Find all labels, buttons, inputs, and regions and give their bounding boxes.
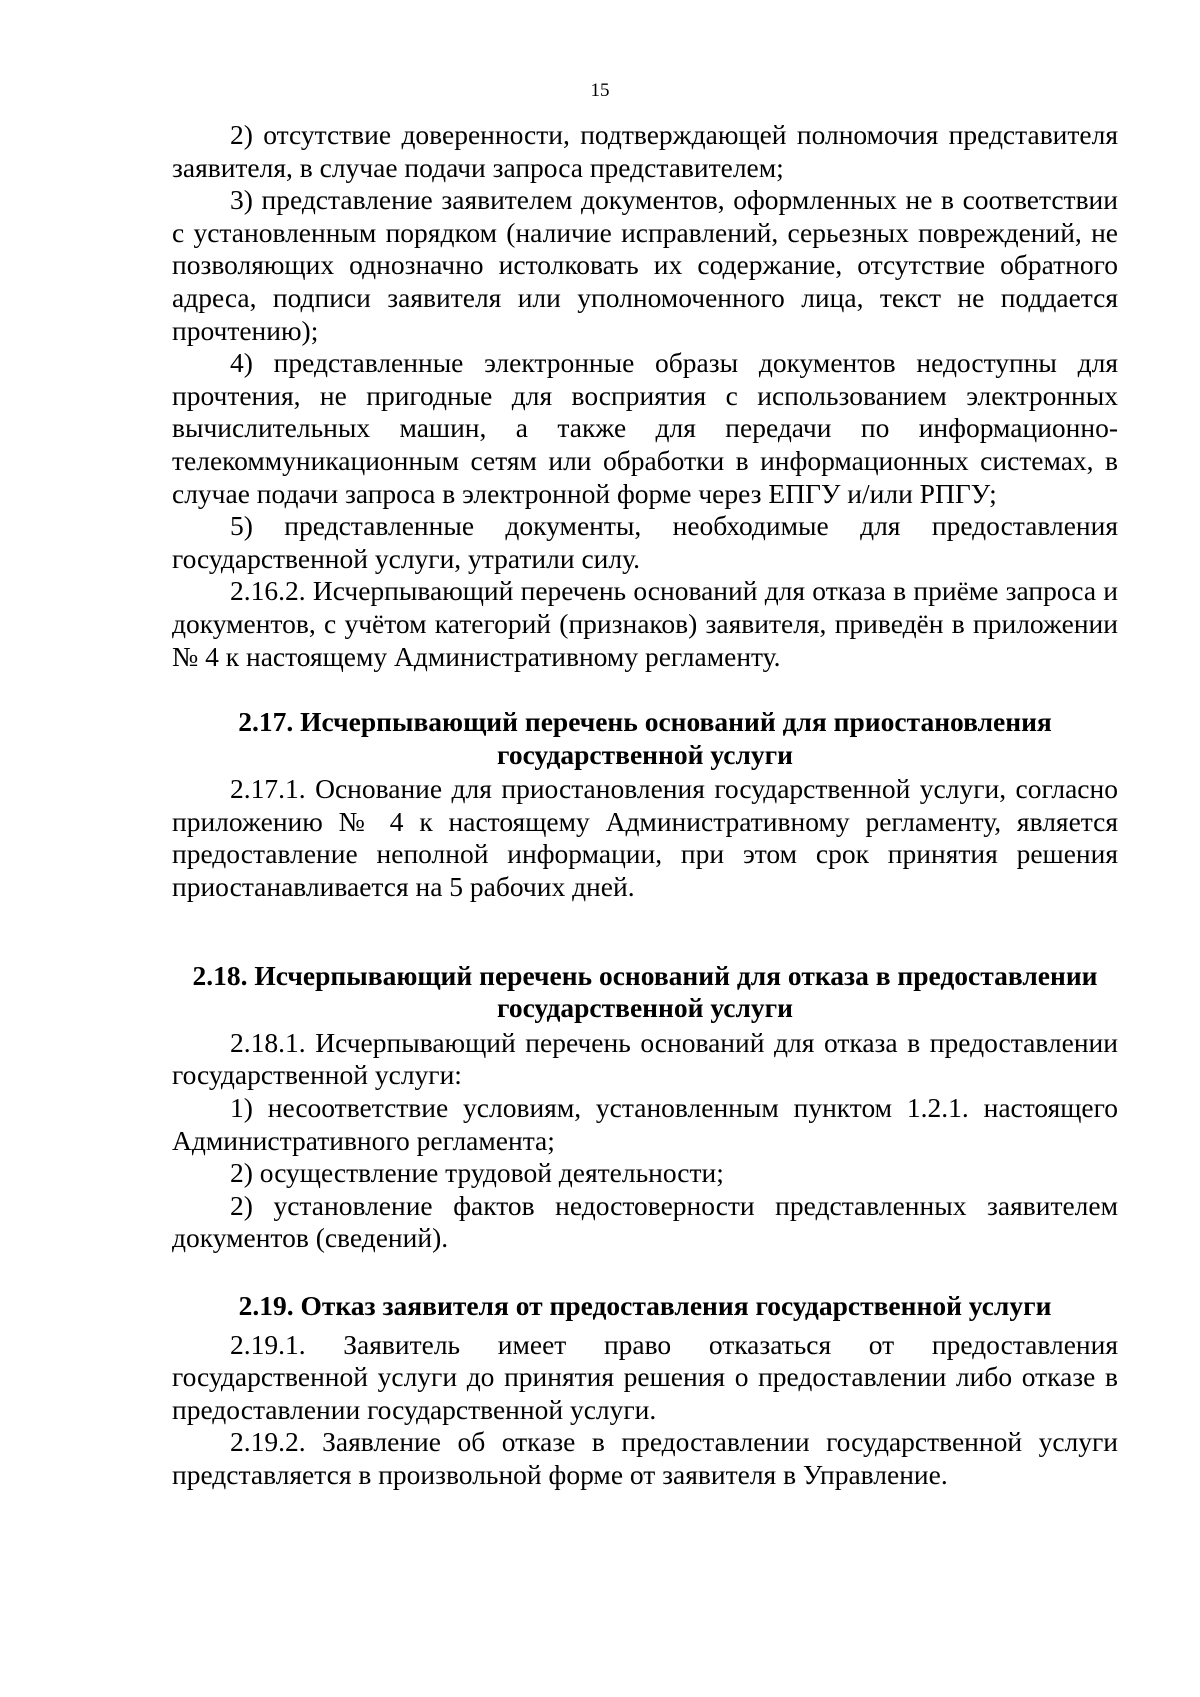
paragraph-2-16-2: 2.16.2. Исчерпывающий перечень оснований для отказа в приёме запроса и документов, с учётом категорий (признаков) заявителя, приведён в приложении № 4 к настоящему Административному регламенту. (172, 575, 1118, 672)
paragraph-2-19-1: 2.19.1. Заявитель имеет право отказаться от предоставления государственной услуги до принятия решения о предоставлении либо отказе в предоставлении государственной услуги. (172, 1328, 1118, 1425)
paragraph-item-5-expired-documents: 5) представленные документы, необходимые для предоставления государственной услуги, утратили силу. (172, 510, 1118, 574)
paragraph-2-18-item-2-labor: 2) осуществление трудовой деятельности; (230, 1157, 724, 1189)
paragraph-2-17-1: 2.17.1. Основание для приостановления государственной услуги, согласно приложению № 4 к настоящему Административному регламенту, является предоставление неполной информации, при этом срок принятия решения приостанавливается на 5 рабочих дней. (172, 773, 1118, 903)
paragraph-2-18-item-2-unreliable: 2) установление фактов недостоверности представленных заявителем документов (сведений). (172, 1189, 1118, 1254)
section-heading-2-19: 2.19. Отказ заявителя от предоставления государственной услуги (238, 1290, 1052, 1321)
paragraph-item-3-improper-documents: 3) представление заявителем документов, оформленных не в соответствии с установленным порядком (наличие исправлений, серьезных повреждений, не позволяющих однозначно истолковать их содержание, отсутствие обратного адреса, подписи заявителя или уполномоченного лица, текст не поддается прочтению); (172, 184, 1118, 346)
page-number: 15 (590, 80, 610, 101)
section-heading-2-17: 2.17. Исчерпывающий перечень оснований для приостановления государственной услуги (238, 706, 1052, 770)
paragraph-item-2-power-of-attorney: 2) отсутствие доверенности, подтверждающей полномочия представителя заявителя, в случае подачи запроса представителем; (172, 119, 1118, 183)
paragraph-2-19-2: 2.19.2. Заявление об отказе в предоставлении государственной услуги представляется в произвольной форме от заявителя в Управление. (172, 1426, 1118, 1490)
paragraph-item-4-electronic-images: 4) представленные электронные образы документов недоступны для прочтения, не пригодные для восприятия с использованием электронных вычислительных машин, а также для передачи по информационно-телекоммуникационным сетям или обработки в информационных системах, в случае подачи запроса в электронной форме через ЕПГУ и/или РПГУ; (172, 347, 1118, 509)
paragraph-2-18-1: 2.18.1. Исчерпывающий перечень оснований для отказа в предоставлении государственной услуги: (172, 1026, 1118, 1091)
paragraph-2-18-item-1: 1) несоответствие условиям, установленным пунктом 1.2.1. настоящего Административного регламента; (172, 1092, 1118, 1156)
document-body (172, 119, 1118, 1492)
section-heading-2-18: 2.18. Исчерпывающий перечень оснований для отказа в предоставлении государственной услуги (192, 959, 1098, 1024)
